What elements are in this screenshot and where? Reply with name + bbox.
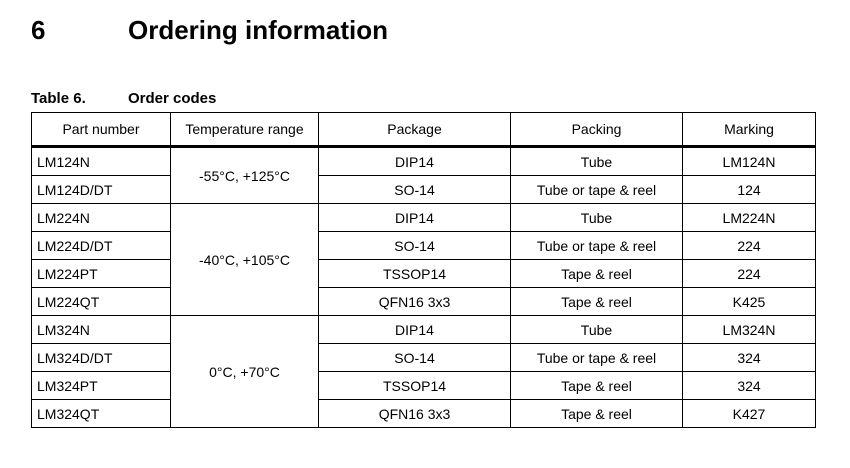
packing-cell: Tape & reel: [511, 260, 683, 288]
table-row: [32, 147, 816, 176]
header-packing: Packing: [511, 113, 683, 147]
packing-cell: Tube: [511, 204, 683, 232]
package-cell: DIP14: [319, 147, 511, 176]
table-row: [32, 344, 816, 372]
header-temperature-range: Temperature range: [171, 113, 319, 147]
section-number: 6: [31, 15, 46, 45]
marking-cell: 324: [683, 372, 816, 400]
marking-cell: 124: [683, 176, 816, 204]
part-number-cell: LM124N: [32, 147, 171, 176]
package-cell: TSSOP14: [319, 372, 511, 400]
temperature-range-cell: 0°C, +70°C: [171, 316, 319, 428]
packing-cell: Tube or tape & reel: [511, 344, 683, 372]
table-body: [32, 147, 816, 428]
package-cell: DIP14: [319, 204, 511, 232]
package-cell: QFN16 3x3: [319, 400, 511, 428]
table-row: [32, 232, 816, 260]
table-row: [32, 288, 816, 316]
header-row: [32, 113, 816, 147]
table-caption: [31, 89, 216, 109]
packing-cell: Tube or tape & reel: [511, 232, 683, 260]
part-number-cell: LM324QT: [32, 400, 171, 428]
part-number-cell: LM224PT: [32, 260, 171, 288]
header-marking: Marking: [683, 113, 816, 147]
marking-cell: LM124N: [683, 147, 816, 176]
marking-cell: K425: [683, 288, 816, 316]
table-row: [32, 260, 816, 288]
package-cell: QFN16 3x3: [319, 288, 511, 316]
table-row: [32, 204, 816, 232]
marking-cell: LM224N: [683, 204, 816, 232]
package-cell: SO-14: [319, 344, 511, 372]
packing-cell: Tape & reel: [511, 372, 683, 400]
part-number-cell: LM324PT: [32, 372, 171, 400]
part-number-cell: LM224QT: [32, 288, 171, 316]
order-codes-table: [31, 112, 816, 428]
packing-cell: Tape & reel: [511, 288, 683, 316]
packing-cell: Tube: [511, 316, 683, 344]
temperature-range-cell: -40°C, +105°C: [171, 204, 319, 316]
marking-cell: 224: [683, 260, 816, 288]
table-caption-title: Order codes: [128, 90, 217, 107]
table-row: [32, 372, 816, 400]
table-row: [32, 400, 816, 428]
package-cell: TSSOP14: [319, 260, 511, 288]
packing-cell: Tube or tape & reel: [511, 176, 683, 204]
package-cell: DIP14: [319, 316, 511, 344]
packing-cell: Tape & reel: [511, 400, 683, 428]
section-heading: [31, 14, 388, 46]
marking-cell: LM324N: [683, 316, 816, 344]
temperature-range-cell: -55°C, +125°C: [171, 147, 319, 204]
package-cell: SO-14: [319, 176, 511, 204]
header-package: Package: [319, 113, 511, 147]
part-number-cell: LM224N: [32, 204, 171, 232]
header-part-number: Part number: [32, 113, 171, 147]
packing-cell: Tube: [511, 147, 683, 176]
part-number-cell: LM124D/DT: [32, 176, 171, 204]
marking-cell: K427: [683, 400, 816, 428]
section-title: Ordering information: [128, 15, 388, 45]
part-number-cell: LM224D/DT: [32, 232, 171, 260]
table-header: [32, 113, 816, 147]
table-row: [32, 176, 816, 204]
table-caption-number: Table 6.: [31, 90, 86, 107]
part-number-cell: LM324D/DT: [32, 344, 171, 372]
marking-cell: 324: [683, 344, 816, 372]
part-number-cell: LM324N: [32, 316, 171, 344]
marking-cell: 224: [683, 232, 816, 260]
package-cell: SO-14: [319, 232, 511, 260]
table-row: [32, 316, 816, 344]
